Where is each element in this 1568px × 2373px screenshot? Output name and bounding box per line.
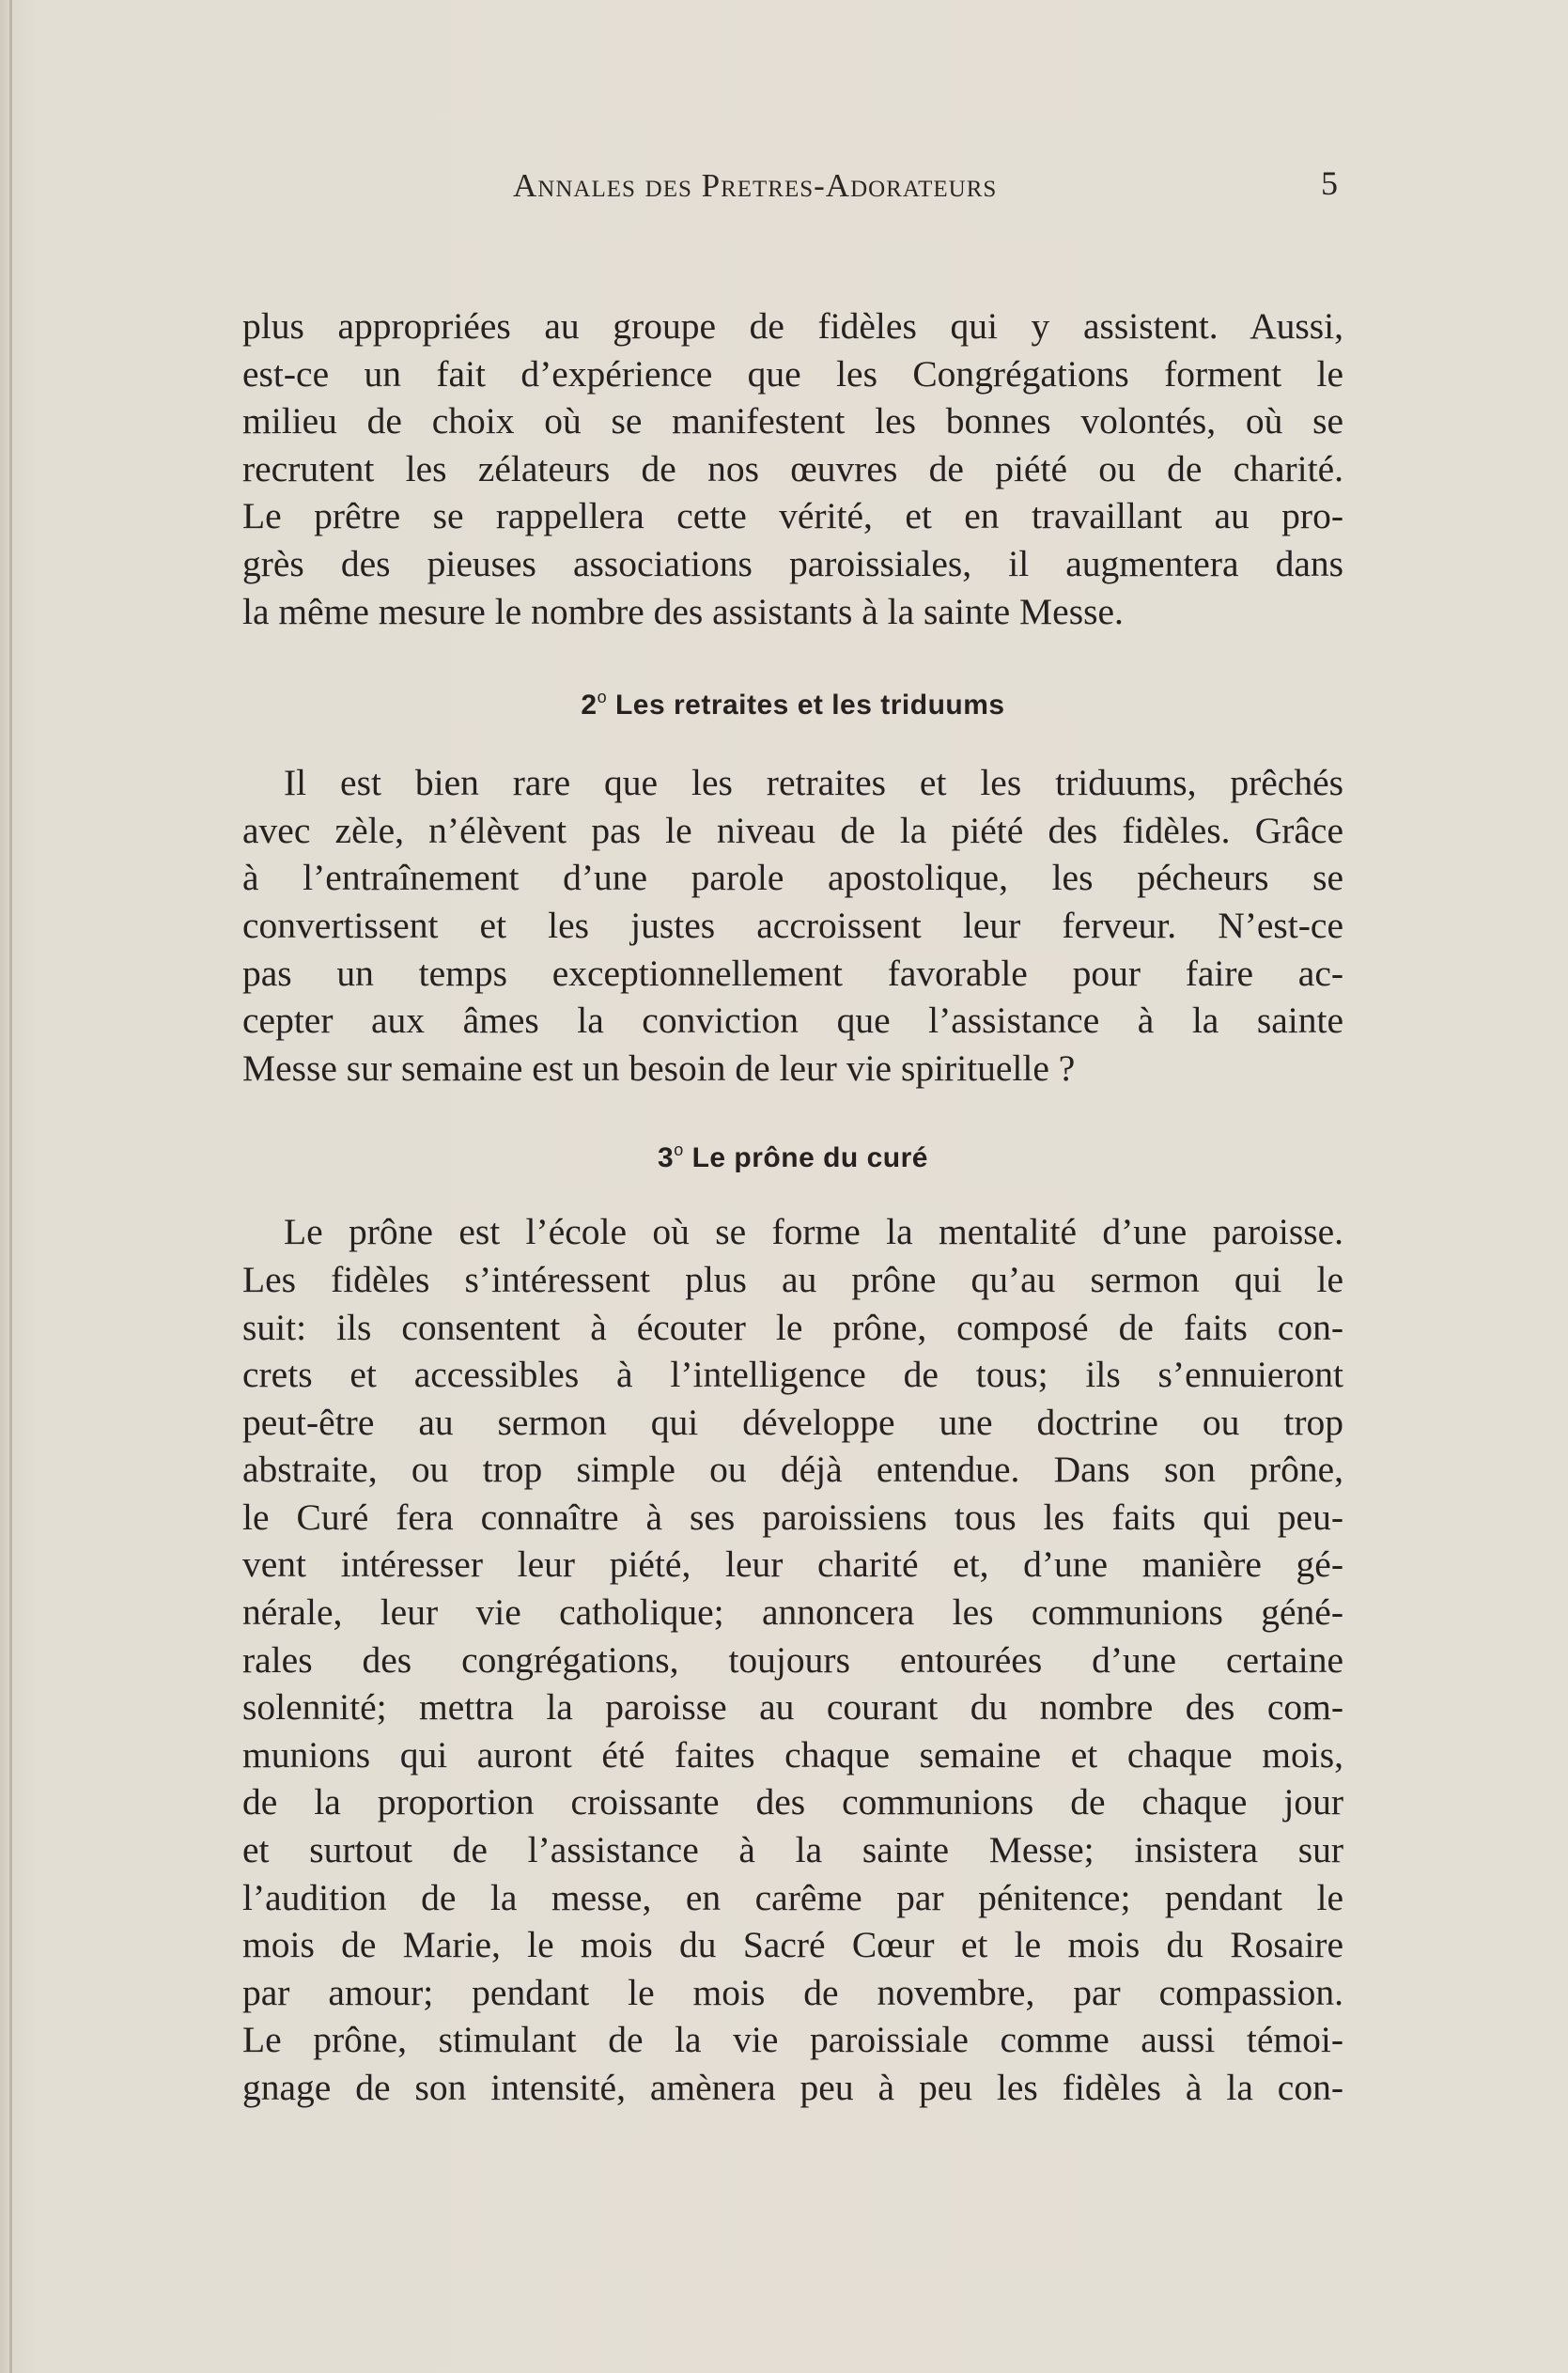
text-line: avec zèle, n’élèvent pas le niveau de la piété des fidèles. Grâce [242,809,1343,851]
section-heading-prone [242,1092,1343,1208]
text-line: Les fidèles s’intéressent plus au prône qu’au sermon qui le [242,1258,1343,1300]
section-number: 2 [581,690,598,721]
text-line: crets et accessibles à l’intelligence de tous; ils s’ennuieront [242,1354,1343,1396]
text-line: Messe sur semaine est un besoin de leur vie spirituelle ? [242,1047,1076,1089]
text-line: cepter aux âmes la conviction que l’assistance à la sainte [242,1000,1343,1042]
text-line: gnage de son intensité, amènera peu à peu les fidèles à la con- [242,2067,1343,2108]
text-line: à l’entraînement d’une parole apostolique, les pécheurs se [242,857,1343,899]
section-heading-retraites [242,635,1343,759]
text-line: convertissent et les justes accroissent leur ferveur. N’est-ce [242,904,1343,946]
degree-sign: o [597,688,608,707]
text-line: plus appropriées au groupe de fidèles qui y assistent. Aussi, [242,305,1343,347]
text-line: pas un temps exceptionnellement favorable pour faire ac- [242,952,1343,994]
text-line: nérale, leur vie catholique; annoncera les communions géné- [242,1591,1343,1634]
paragraph-1 [242,302,1343,635]
text-line: l’audition de la messe, en carême par pénitence; pendant le [242,1876,1343,1918]
text-line: rales des congrégations, toujours entourées d’une certaine [242,1638,1343,1681]
text-line: de la proportion croissante des communions de chaque jour [242,1781,1343,1823]
text-line: recrutent les zélateurs de nos œuvres de piété ou de charité. [242,447,1343,489]
text-line: par amour; pendant le mois de novembre, par compassion. [242,1971,1343,2013]
paragraph-3 [242,1208,1343,2111]
text-line: est-ce un fait d’expérience que les Congrégations forment le [242,352,1343,395]
text-line: solennité; mettra la paroisse au courant du nombre des com- [242,1686,1343,1729]
text-line: Le prêtre se rappellera cette vérité, et en travaillant au pro- [242,495,1343,537]
text-line: Il est bien rare que les retraites et les triduums, prêchés [284,762,1343,804]
degree-sign: o [674,1140,684,1160]
page-number: 5 [1321,164,1338,202]
text-line: la même mesure le nombre des assistants à la sainte Messe. [242,590,1124,632]
text-line: mois de Marie, le mois du Sacré Cœur et le mois du Rosaire [242,1924,1343,1966]
text-line: munions qui auront été faites chaque semaine et chaque mois, [242,1733,1343,1776]
text-line: grès des pieuses associations paroissiales, il augmentera dans [242,542,1343,584]
text-line: suit: ils consentent à écouter le prône, composé de faits con- [242,1306,1343,1348]
paragraph-2 [242,759,1343,1092]
text-line: Le prône est l’école où se forme la mentalité d’une paroisse. [284,1211,1343,1253]
text-line: milieu de choix où se manifestent les bonnes volontés, où se [242,400,1343,442]
text-line: le Curé fera connaître à ses paroissiens tous les faits qui peu- [242,1496,1343,1538]
section-title: Le prône du curé [691,1142,928,1174]
text-line: vent intéresser leur piété, leur charité et, d’une manière gé- [242,1543,1343,1586]
section-title: Les retraites et les triduums [614,690,1005,721]
text-line: peut-être au sermon qui développe une doctrine ou trop [242,1401,1343,1443]
running-head: Annales des Pretres-Adorateurs [513,167,998,204]
body-text [242,302,1343,2112]
page-spine-edge [9,0,12,2373]
text-line: Le prône, stimulant de la vie paroissiale comme aussi témoi- [242,2019,1343,2061]
text-line: et surtout de l’assistance à la sainte Messe; insistera sur [242,1829,1343,1871]
text-line: abstraite, ou trop simple ou déjà entendue. Dans son prône, [242,1449,1343,1491]
section-number: 3 [658,1142,675,1174]
